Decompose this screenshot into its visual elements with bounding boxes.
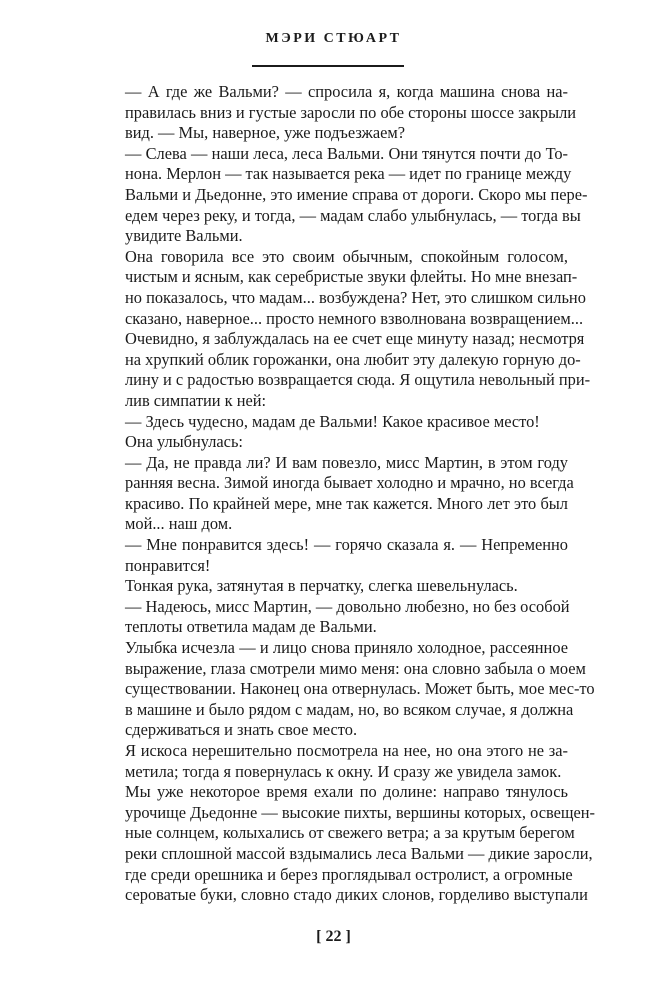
text-line: едем через реку, и тогда, — мадам слабо улыбнулась, — тогда вы [125,205,581,225]
text-line: Тонкая рука, затянутая в перчатку, слегка шевельнулась. [125,576,518,596]
text-line: ранняя весна. Зимой иногда бывает холодно и мрачно, но всегда [125,473,574,493]
paragraph [105,412,568,433]
paragraph [105,782,596,906]
text-line: сказано, наверное... просто немного взволнована возвращением... [125,308,584,328]
body-text [105,82,596,906]
paragraph [105,741,568,782]
text-line: — Да, не правда ли? И вам повезло, мисс Мартин, в этом году [125,452,568,472]
text-line: Очевидно, я заблуждалась на ее счет еще минуту назад; несмотря [125,329,585,349]
text-line: сероватые буки, словно стадо диких слонов, горделиво выступали [125,885,588,905]
text-line: нона. Мерлон — так называется река — идет по границе между [125,164,572,184]
paragraph [105,638,595,741]
text-line: Вальми и Дьедонне, это имение справа от дороги. Скоро мы пере- [125,184,588,204]
text-line: существовании. Наконец она отвернулась. Может быть, мое мес-то [125,679,595,699]
text-line: ные солнцем, колыхались от свежего ветра; а за крутым берегом [125,823,575,843]
text-line: на хрупкий облик горожанки, она любит эту далекую горную до- [125,349,581,369]
text-line: понравится! [125,555,211,575]
text-line: реки сплошной массой вздымались леса Вальми — дикие заросли, [125,843,593,863]
paragraph [105,535,568,576]
text-line: — Мне понравится здесь! — горячо сказала я. — Непременно [125,535,568,555]
paragraph [105,82,577,144]
text-line: в машине и было рядом с мадам, но, во всяком случае, я должна [125,699,574,719]
text-line: чистым и ясным, как серебристые звуки флейты. Но мне внезап- [125,267,578,287]
paragraph [105,452,574,535]
text-line: увидите Вальми. [125,226,243,246]
text-line: Она улыбнулась: [125,432,243,452]
text-line: Она говорила все это своим обычным, спокойным голосом, [125,246,568,266]
paragraph [105,576,568,597]
text-line: Мы уже некоторое время ехали по долине: направо тянулось [125,782,568,802]
text-line: сдерживаться и знать свое место. [125,720,358,740]
text-line: лив симпатии к ней: [125,390,267,410]
text-line: красиво. По крайней мере, мне так кажется. Много лет это был [125,493,568,513]
text-line: теплоты ответила мадам де Вальми. [125,617,377,637]
page-number: [ 22 ] [316,928,351,945]
text-line: лину и с радостью возвращается сюда. Я ощутила невольный при- [125,370,591,390]
text-line: метила; тогда я повернулась к окну. И сразу же увидела замок. [125,761,562,781]
paragraph [105,246,591,412]
text-line: Улыбка исчезла — и лицо снова приняло холодное, рассеянное [125,638,568,658]
paragraph [105,143,588,247]
text-line: — Слева — наши леса, леса Вальми. Они тянутся почти до То- [125,143,568,163]
text-line: где среди орешника и берез проглядывал остролист, а огромные [125,864,573,884]
text-line: — Надеюсь, мисс Мартин, — довольно любезно, но без особой [125,596,570,616]
text-line: но показалось, что мадам... возбуждена? Нет, это слишком сильно [125,287,586,307]
text-line: — Здесь чудесно, мадам де Вальми! Какое красивое место! [125,411,540,431]
text-line: вид. — Мы, наверное, уже подъезжаем? [125,123,406,143]
text-line: Я искоса нерешительно посмотрела на нее, но она этого не за- [125,741,568,760]
text-line: урочище Дьедонне — высокие пихты, вершины которых, освещен- [125,802,596,822]
paragraph [105,432,568,453]
text-line: мой... наш дом. [125,514,233,534]
running-title: МЭРИ СТЮАРТ [265,31,402,46]
header-rule [252,65,404,67]
text-line: правилась вниз и густые заросли по обе стороны шоссе закрыли [125,102,577,122]
text-line: — А где же Вальми? — спросила я, когда машина снова на- [125,82,568,101]
paragraph [105,597,568,638]
text-line: выражение, глаза смотрели мимо меня: она словно забыла о моем [125,658,586,678]
